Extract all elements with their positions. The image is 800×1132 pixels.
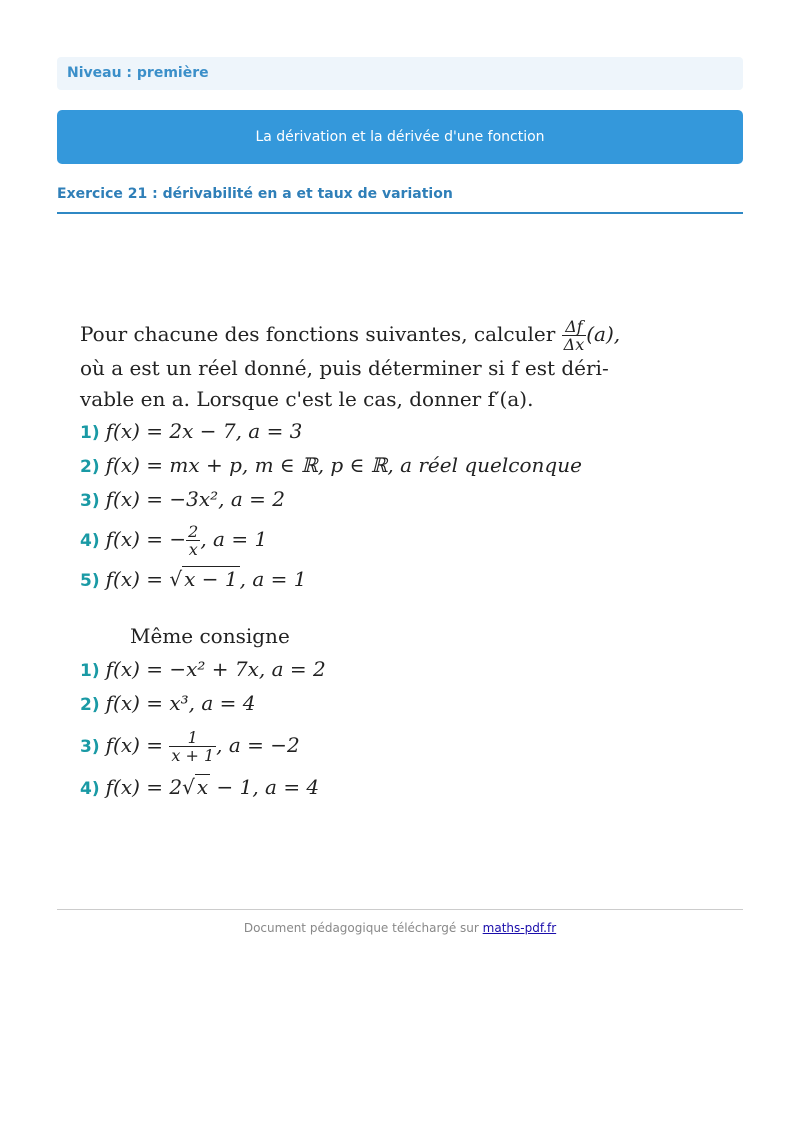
list-item [80, 687, 640, 721]
fraction-denominator: x + 1 [171, 746, 215, 765]
item-formula: f(x) = √ [105, 567, 183, 591]
item-number: 4) [80, 531, 100, 551]
item-number: 3) [80, 491, 100, 511]
item-number: 1) [80, 423, 100, 443]
exercise-title: Exercice 21 : dérivabilité en a et taux de variation [57, 186, 743, 214]
item-formula-end: , a = 1 [200, 527, 268, 551]
item-formula: f(x) = −3x², a = 2 [105, 487, 285, 511]
footer-link[interactable]: maths-pdf.fr [482, 921, 557, 935]
intro-text-2: (a), [586, 322, 621, 346]
list-item [80, 771, 640, 805]
fraction-denominator: Δx [563, 335, 585, 354]
list-item [80, 449, 640, 483]
fraction-numerator: Δf [562, 318, 587, 336]
fraction-numerator: 2 [188, 522, 199, 541]
item-formula: f(x) = x³, a = 4 [105, 691, 256, 715]
item-number: 4) [80, 779, 100, 799]
item-number: 2) [80, 695, 100, 715]
item-number: 3) [80, 737, 100, 757]
item-formula: f(x) = mx + p, m ∈ ℝ, p ∈ ℝ, a réel quelconque [105, 453, 582, 477]
item-number: 5) [80, 571, 100, 591]
intro-text: Pour chacune des fonctions suivantes, calculer [80, 322, 556, 346]
fraction-numerator: 1 [169, 729, 216, 747]
list-item [80, 563, 640, 597]
level-label: Niveau : première [57, 57, 743, 90]
delta-fraction [562, 318, 587, 353]
item-fraction [186, 523, 200, 558]
list-item [80, 483, 640, 517]
item-formula: f(x) = − [105, 527, 187, 551]
list-item [80, 415, 640, 449]
fraction-denominator: x [188, 540, 198, 559]
item-formula-end: − 1, a = 4 [210, 775, 320, 799]
footer-text: Document pédagogique téléchargé sur [243, 921, 479, 935]
consigne-heading: Même consigne [130, 624, 290, 648]
item-fraction [169, 729, 216, 764]
exercise-intro [80, 318, 640, 415]
item-formula: f(x) = [105, 733, 164, 757]
list-item [80, 721, 640, 771]
intro-line-2: où a est un réel donné, puis déterminer si f est déri- [80, 356, 609, 380]
item-formula-end: , a = 1 [239, 567, 307, 591]
item-formula: f(x) = −x² + 7x, a = 2 [105, 657, 326, 681]
exercise-body [80, 318, 640, 805]
sqrt-radicand: x − 1 [184, 567, 238, 591]
footer-divider [57, 909, 743, 910]
list-item [80, 517, 640, 563]
list-item [80, 653, 640, 687]
item-number: 2) [80, 457, 100, 477]
item-number: 1) [80, 661, 100, 681]
intro-line-3: vable en a. Lorsque c'est le cas, donner f′(a). [80, 387, 534, 411]
item-formula-end: , a = −2 [216, 733, 300, 757]
sqrt-radicand: x [196, 775, 209, 799]
footer [0, 921, 800, 935]
item-formula: f(x) = 2√ [105, 775, 195, 799]
item-formula: f(x) = 2x − 7, a = 3 [105, 419, 303, 443]
page-title: La dérivation et la dérivée d'une fonction [57, 110, 743, 164]
